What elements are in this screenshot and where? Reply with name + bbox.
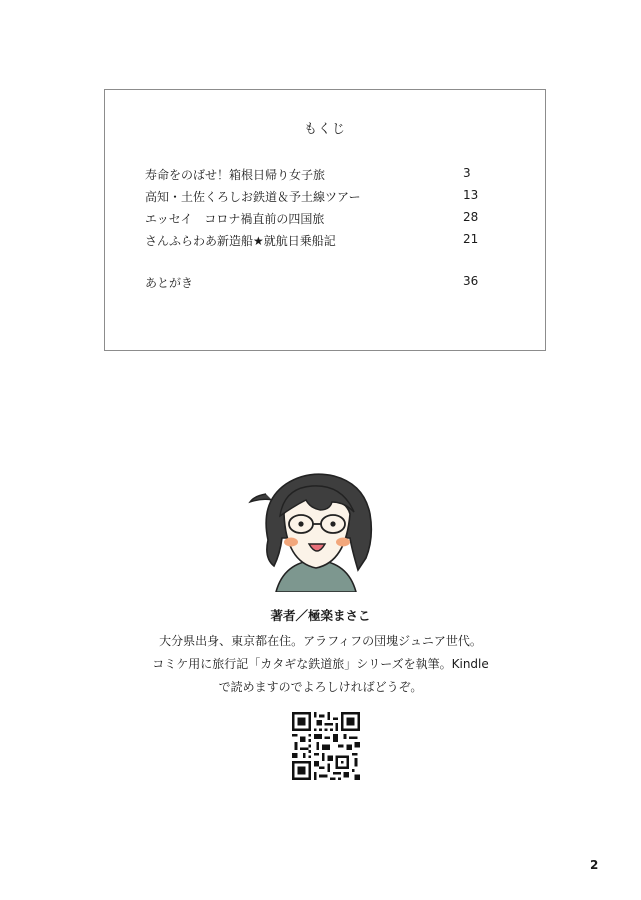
- toc-entry[interactable]: [145, 166, 475, 184]
- toc-entry[interactable]: [145, 232, 479, 250]
- author-bio-line: コミケ用に旅行記「カタギな鉄道旅」シリーズを執筆。Kindle: [152, 657, 489, 671]
- qr-code[interactable]: [292, 712, 360, 780]
- table-of-contents: [104, 89, 546, 351]
- toc-entry-page: 3: [463, 166, 471, 180]
- toc-entry[interactable]: [145, 274, 479, 292]
- toc-title: もくじ: [303, 122, 346, 137]
- toc-entry-title: 高知・土佐くろしお鉄道＆予土線ツアー: [145, 190, 361, 204]
- toc-entry-title: あとがき: [145, 276, 194, 290]
- toc-entry-page: 21: [463, 232, 479, 246]
- toc-entry[interactable]: [145, 188, 479, 206]
- toc-entry-page: 13: [463, 188, 479, 202]
- toc-entry[interactable]: [145, 210, 479, 228]
- page-number: 2: [590, 858, 599, 872]
- toc-entry-title: エッセイ コロナ禍直前の四国旅: [145, 212, 325, 226]
- toc-entry-title: 寿命をのばせ！箱根日帰り女子旅: [145, 168, 326, 182]
- toc-entry-title: さんふらわあ新造船★就航日乗船記: [145, 234, 336, 248]
- author-name: 著者／極楽まさこ: [270, 608, 371, 623]
- author-portrait-illustration: [246, 462, 386, 592]
- toc-entry-page: 28: [463, 210, 479, 224]
- toc-entry-page: 36: [463, 274, 479, 288]
- author-bio-line: で読めますのでよろしければどうぞ。: [218, 680, 423, 694]
- author-bio-line: 大分県出身、東京都在住。アラフィフの団塊ジュニア世代。: [159, 634, 482, 648]
